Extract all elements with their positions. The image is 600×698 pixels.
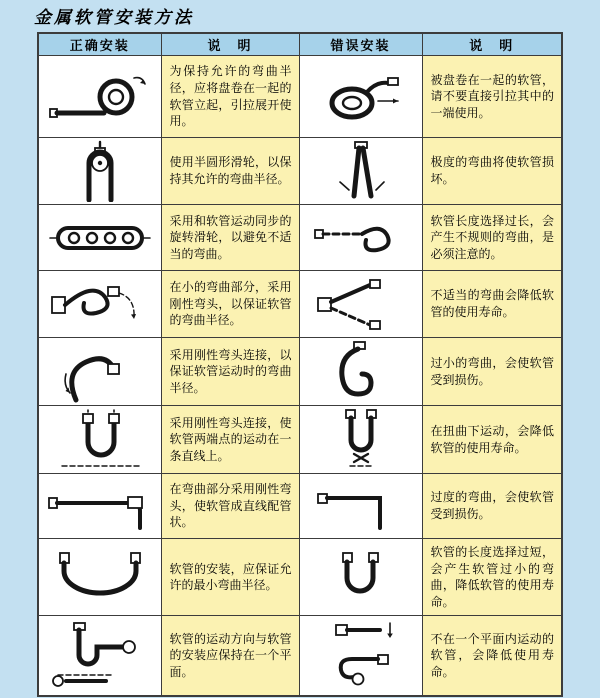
table-row: [38, 56, 562, 138]
correct-description: 为保持允许的弯曲半径，应将盘卷在一起的软管立起，引拉展开使用。: [161, 56, 299, 138]
trap-shape-in-one-plane-icon: [44, 619, 156, 691]
table-row: [38, 474, 562, 539]
wrong-description: 软管的长度选择过短，会产生软管过小的弯曲，降低软管的使用寿命。: [422, 539, 562, 616]
correct-image-cell: [38, 406, 161, 474]
correct-image-cell: [38, 539, 161, 616]
correct-image-cell: [38, 205, 161, 271]
correct-image-cell: [38, 616, 161, 696]
header-correct-install: 正确安装: [38, 33, 161, 56]
table-row: [38, 271, 562, 338]
wrong-description: 在扭曲下运动，会降低软管的使用寿命。: [422, 406, 562, 474]
wrong-description: 被盘卷在一起的软管，请不要直接引拉其中的一端使用。: [422, 56, 562, 138]
over-long-hose-loop-icon: [310, 208, 412, 268]
wrong-image-cell: [299, 138, 422, 205]
correct-description: 采用和软管运动同步的旋转滑轮，以避免不适当的弯曲。: [161, 205, 299, 271]
coiled-hose-pulled-icon: [310, 65, 412, 129]
header-wrong-install: 错误安装: [299, 33, 422, 56]
out-of-plane-motion-icon: [310, 619, 412, 691]
correct-description: 在小的弯曲部分，采用刚性弯头，以保证软管的弯曲半径。: [161, 271, 299, 338]
hose-installation-table: [37, 32, 563, 697]
wrong-image-cell: [299, 406, 422, 474]
narrow-u-too-short-icon: [310, 545, 412, 609]
wrong-image-cell: [299, 56, 422, 138]
wrong-description: 不适当的弯曲会降低软管的使用寿命。: [422, 271, 562, 338]
wrong-description: 极度的弯曲将使软管损坏。: [422, 138, 562, 205]
header-row: [38, 33, 562, 56]
table-row: [38, 616, 562, 696]
table-row: [38, 205, 562, 271]
wrong-description: 过度的弯曲，会使软管受到损伤。: [422, 474, 562, 539]
correct-description: 软管的运动方向与软管的安装应保持在一个平面。: [161, 616, 299, 696]
straight-hose-elbow-end-icon: [44, 476, 156, 536]
u-hose-rigid-elbows-icon: [44, 408, 156, 472]
correct-image-cell: [38, 338, 161, 406]
wrong-description: 不在一个平面内运动的软管，会降低使用寿命。: [422, 616, 562, 696]
correct-description: 软管的安装，应保证允许的最小弯曲半径。: [161, 539, 299, 616]
correct-image-cell: [38, 56, 161, 138]
wrong-image-cell: [299, 474, 422, 539]
table-row: [38, 138, 562, 205]
correct-description: 采用刚性弯头连接，以保证软管运动时的弯曲半径。: [161, 338, 299, 406]
correct-description: 采用刚性弯头连接，使软管两端点的运动在一条直线上。: [161, 406, 299, 474]
correct-image-cell: [38, 474, 161, 539]
correct-description: 使用半圆形滑轮，以保持其允许的弯曲半径。: [161, 138, 299, 205]
correct-image-cell: [38, 138, 161, 205]
sharp-right-angle-bend-icon: [310, 476, 412, 536]
wrong-description: 软管长度选择过长，会产生不规则的弯曲，是必须注意的。: [422, 205, 562, 271]
hose-folded-sharply-icon: [310, 140, 412, 202]
wrong-description: 过小的弯曲，会使软管受到损伤。: [422, 338, 562, 406]
table-row: [38, 539, 562, 616]
wrong-image-cell: [299, 539, 422, 616]
correct-image-cell: [38, 271, 161, 338]
rotating-pulley-track-icon: [44, 208, 156, 268]
twisted-u-hose-icon: [310, 408, 412, 472]
header-description-left: 说 明: [161, 33, 299, 56]
wrong-image-cell: [299, 338, 422, 406]
coiled-hose-unrolled-icon: [44, 65, 156, 129]
hose-over-pulley-icon: [44, 140, 156, 202]
header-description-right: 说 明: [422, 33, 562, 56]
elbow-connection-curve-icon: [44, 340, 156, 404]
wide-u-hose-icon: [44, 545, 156, 609]
table-row: [38, 406, 562, 474]
correct-description: 在弯曲部分采用刚性弯头，使软管成直线配管状。: [161, 474, 299, 539]
page-title: 金属软管安装方法: [34, 8, 194, 27]
sharp-y-bend-icon: [310, 273, 412, 335]
wrong-image-cell: [299, 205, 422, 271]
table-row: [38, 338, 562, 406]
wrong-image-cell: [299, 616, 422, 696]
too-small-hook-bend-icon: [310, 340, 412, 404]
wrong-image-cell: [299, 271, 422, 338]
rigid-elbow-loop-icon: [44, 273, 156, 335]
